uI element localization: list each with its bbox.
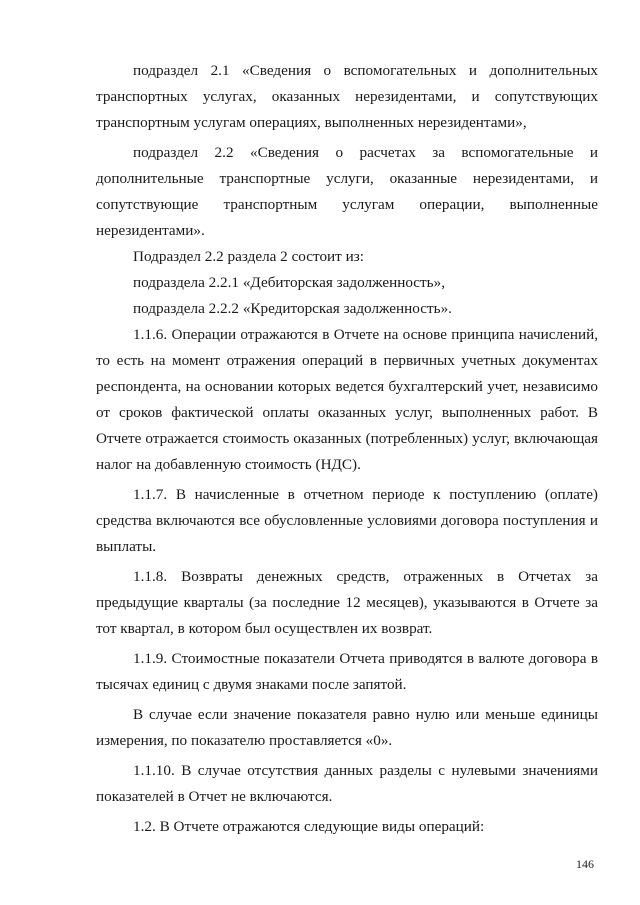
paragraph-subsection-2-2-2: подраздела 2.2.2 «Кредиторская задолженность». — [133, 300, 452, 317]
paragraph-1-1-8: 1.1.8. Возвраты денежных средств, отраженных в Отчетах за предыдущие кварталы (за последние 12 месяцев), указываются в Отчете за тот квартал, в котором был осуществлен их возврат. — [96, 568, 598, 637]
paragraph-subsection-2-1: подраздел 2.1 «Сведения о вспомогательных и дополнительных транспортных услугах, оказанных нерезидентами, и сопутствующих транспортным услугам операциях, выполненных нерезидентами», — [96, 62, 598, 131]
paragraph-1-1-7: 1.1.7. В начисленные в отчетном периоде к поступлению (оплате) средства включаются все обусловленные условиями договора поступления и выплаты. — [96, 486, 598, 555]
paragraph-zero-value: В случае если значение показателя равно нулю или меньше единицы измерения, по показателю проставляется «0». — [96, 706, 598, 749]
paragraph-subsection-2-2-1: подраздела 2.2.1 «Дебиторская задолженность», — [133, 274, 445, 291]
document-page — [96, 58, 598, 840]
paragraph-1-1-10: 1.1.10. В случае отсутствия данных разделы с нулевыми значениями показателей в Отчет не включаются. — [96, 762, 598, 805]
paragraph-1-1-6: 1.1.6. Операции отражаются в Отчете на основе принципа начислений, то есть на момент отражения операций в первичных учетных документах респондента, на основании которых ведется бухгалтерский учет, независимо от сроков фактической оплаты оказанных услуг, выполненных работ. В Отчете отражается стоимость оказанных (потребленных) услуг, включающая налог на добавленную стоимость (НДС). — [96, 326, 598, 473]
paragraph-subsection-2-2-composition: Подраздел 2.2 раздела 2 состоит из: — [133, 248, 364, 265]
page-number: 146 — [576, 857, 594, 871]
paragraph-1-2: 1.2. В Отчете отражаются следующие виды операций: — [133, 818, 485, 835]
paragraph-subsection-2-2: подраздел 2.2 «Сведения о расчетах за вспомогательные и дополнительные транспортные услуги, оказанные нерезидентами, и сопутствующие транспортным услугам операции, выполненные нерезидентами». — [96, 144, 598, 239]
paragraph-1-1-9: 1.1.9. Стоимостные показатели Отчета приводятся в валюте договора в тысячах единиц с двумя знаками после запятой. — [96, 650, 598, 693]
